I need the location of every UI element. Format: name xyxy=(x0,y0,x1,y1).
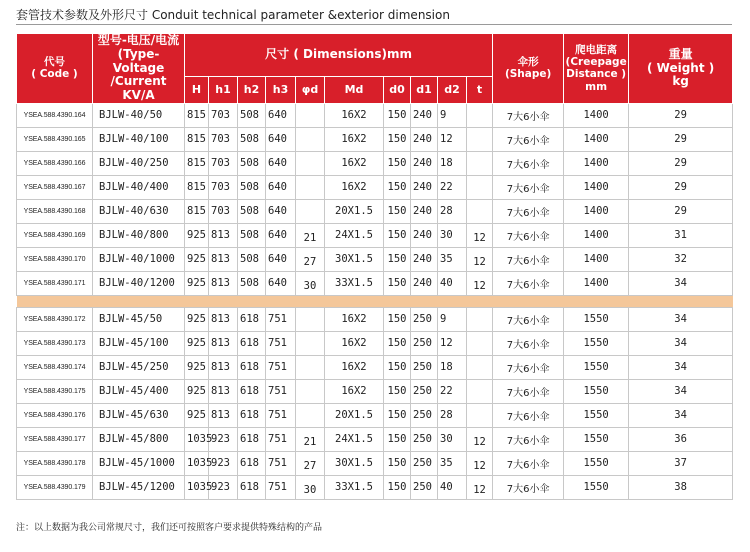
cell-code: YSEA.588.4390.169 xyxy=(17,223,93,247)
cell-t xyxy=(467,127,493,151)
header-h1: h1 xyxy=(209,77,238,104)
cell-t xyxy=(467,103,493,127)
cell-model: BJLW-40/800 xyxy=(93,223,185,247)
cell-h1: 813 xyxy=(209,403,238,427)
cell-model: BJLW-40/1000 xyxy=(93,247,185,271)
cell-creepage: 1550 xyxy=(564,355,629,379)
table-row xyxy=(17,355,733,379)
cell-d1: 240 xyxy=(411,175,438,199)
cell-h2: 618 xyxy=(238,427,266,451)
cell-code: YSEA.588.4390.165 xyxy=(17,127,93,151)
cell-md: 16X2 xyxy=(325,307,384,331)
cell-h3: 640 xyxy=(266,271,296,295)
cell-t: 12 xyxy=(467,475,493,499)
cell-d2: 30 xyxy=(438,427,467,451)
cell-t: 12 xyxy=(467,223,493,247)
cell-creepage: 1400 xyxy=(564,175,629,199)
cell-weight: 37 xyxy=(629,451,733,475)
cell-weight: 29 xyxy=(629,127,733,151)
header-d2: d2 xyxy=(438,77,467,104)
cell-code: YSEA.588.4390.164 xyxy=(17,103,93,127)
cell-h3: 751 xyxy=(266,331,296,355)
cell-code: YSEA.588.4390.172 xyxy=(17,307,93,331)
cell-shape: 7大6小伞 xyxy=(493,307,564,331)
cell-code: YSEA.588.4390.171 xyxy=(17,271,93,295)
cell-model: BJLW-40/400 xyxy=(93,175,185,199)
cell-model: BJLW-40/250 xyxy=(93,151,185,175)
cell-model: BJLW-45/50 xyxy=(93,307,185,331)
cell-d0: 150 xyxy=(384,271,411,295)
cell-d0: 150 xyxy=(384,175,411,199)
table-row xyxy=(17,379,733,403)
cell-d0: 150 xyxy=(384,427,411,451)
cell-h1: 703 xyxy=(209,127,238,151)
cell-d1: 250 xyxy=(411,307,438,331)
cell-creepage: 1400 xyxy=(564,103,629,127)
cell-md: 33X1.5 xyxy=(325,475,384,499)
cell-code: YSEA.588.4390.168 xyxy=(17,199,93,223)
cell-d2: 40 xyxy=(438,475,467,499)
cell-d2: 9 xyxy=(438,103,467,127)
cell-h2: 508 xyxy=(238,271,266,295)
cell-h2: 508 xyxy=(238,223,266,247)
table-row xyxy=(17,403,733,427)
cell-creepage: 1550 xyxy=(564,427,629,451)
cell-model: BJLW-40/100 xyxy=(93,127,185,151)
cell-md: 16X2 xyxy=(325,355,384,379)
cell-d2: 35 xyxy=(438,247,467,271)
cell-t: 12 xyxy=(467,427,493,451)
table-row xyxy=(17,103,733,127)
cell-md: 16X2 xyxy=(325,127,384,151)
cell-d0: 150 xyxy=(384,355,411,379)
cell-shape: 7大6小伞 xyxy=(493,175,564,199)
cell-phid xyxy=(296,127,325,151)
cell-md: 16X2 xyxy=(325,103,384,127)
cell-phid: 30 xyxy=(296,271,325,295)
cell-h: 1035 xyxy=(185,427,209,451)
cell-phid: 27 xyxy=(296,247,325,271)
cell-h2: 618 xyxy=(238,379,266,403)
cell-d1: 240 xyxy=(411,127,438,151)
cell-weight: 29 xyxy=(629,199,733,223)
header-h2: h2 xyxy=(238,77,266,104)
table-row xyxy=(17,271,733,295)
cell-d2: 30 xyxy=(438,223,467,247)
cell-h: 815 xyxy=(185,199,209,223)
cell-md: 24X1.5 xyxy=(325,223,384,247)
cell-h: 1035 xyxy=(185,451,209,475)
cell-d2: 18 xyxy=(438,151,467,175)
cell-shape: 7大6小伞 xyxy=(493,127,564,151)
cell-d1: 250 xyxy=(411,331,438,355)
cell-h3: 751 xyxy=(266,475,296,499)
table-row xyxy=(17,475,733,499)
cell-shape: 7大6小伞 xyxy=(493,475,564,499)
cell-weight: 29 xyxy=(629,151,733,175)
cell-h2: 508 xyxy=(238,247,266,271)
cell-code: YSEA.588.4390.178 xyxy=(17,451,93,475)
cell-d0: 150 xyxy=(384,331,411,355)
cell-md: 16X2 xyxy=(325,151,384,175)
cell-t xyxy=(467,151,493,175)
header-shape: 伞形 (Shape) xyxy=(493,34,564,104)
cell-h: 925 xyxy=(185,331,209,355)
cell-d1: 240 xyxy=(411,271,438,295)
cell-h2: 508 xyxy=(238,103,266,127)
cell-phid xyxy=(296,199,325,223)
cell-d0: 150 xyxy=(384,103,411,127)
cell-h: 925 xyxy=(185,403,209,427)
cell-model: BJLW-45/1000 xyxy=(93,451,185,475)
cell-weight: 32 xyxy=(629,247,733,271)
cell-shape: 7大6小伞 xyxy=(493,223,564,247)
cell-t xyxy=(467,379,493,403)
cell-d1: 250 xyxy=(411,379,438,403)
cell-code: YSEA.588.4390.174 xyxy=(17,355,93,379)
cell-h1: 813 xyxy=(209,379,238,403)
cell-model: BJLW-45/400 xyxy=(93,379,185,403)
cell-shape: 7大6小伞 xyxy=(493,379,564,403)
cell-h: 925 xyxy=(185,271,209,295)
cell-h: 925 xyxy=(185,223,209,247)
cell-h: 815 xyxy=(185,175,209,199)
cell-md: 16X2 xyxy=(325,331,384,355)
cell-h2: 508 xyxy=(238,151,266,175)
cell-md: 24X1.5 xyxy=(325,427,384,451)
cell-d2: 9 xyxy=(438,307,467,331)
header-t: t xyxy=(467,77,493,104)
cell-model: BJLW-40/50 xyxy=(93,103,185,127)
header-weight: 重量 ( Weight ) kg xyxy=(629,34,733,104)
cell-md: 33X1.5 xyxy=(325,271,384,295)
cell-d0: 150 xyxy=(384,151,411,175)
cell-h3: 640 xyxy=(266,199,296,223)
cell-md: 20X1.5 xyxy=(325,199,384,223)
cell-creepage: 1400 xyxy=(564,199,629,223)
table-row xyxy=(17,223,733,247)
table-row xyxy=(17,331,733,355)
cell-d2: 22 xyxy=(438,175,467,199)
table-row xyxy=(17,199,733,223)
cell-h3: 751 xyxy=(266,355,296,379)
cell-h2: 618 xyxy=(238,403,266,427)
cell-model: BJLW-40/630 xyxy=(93,199,185,223)
cell-d0: 150 xyxy=(384,223,411,247)
cell-shape: 7大6小伞 xyxy=(493,103,564,127)
header-d1: d1 xyxy=(411,77,438,104)
cell-weight: 29 xyxy=(629,103,733,127)
cell-weight: 34 xyxy=(629,355,733,379)
cell-d1: 240 xyxy=(411,199,438,223)
cell-t: 12 xyxy=(467,271,493,295)
cell-d0: 150 xyxy=(384,379,411,403)
cell-phid: 21 xyxy=(296,223,325,247)
cell-d1: 240 xyxy=(411,151,438,175)
cell-code: YSEA.588.4390.175 xyxy=(17,379,93,403)
cell-h: 815 xyxy=(185,127,209,151)
header-H: H xyxy=(185,77,209,104)
cell-h2: 508 xyxy=(238,199,266,223)
cell-d0: 150 xyxy=(384,247,411,271)
cell-weight: 34 xyxy=(629,307,733,331)
table-body xyxy=(17,103,733,499)
cell-code: YSEA.588.4390.177 xyxy=(17,427,93,451)
table-row xyxy=(17,151,733,175)
cell-h3: 751 xyxy=(266,307,296,331)
table-row xyxy=(17,307,733,331)
spec-table xyxy=(16,33,733,500)
cell-phid xyxy=(296,331,325,355)
cell-d0: 150 xyxy=(384,127,411,151)
cell-h: 925 xyxy=(185,379,209,403)
cell-phid xyxy=(296,403,325,427)
cell-creepage: 1400 xyxy=(564,271,629,295)
footnote: 注：以上数据为我公司常规尺寸，我们还可按照客户要求提供特殊结构的产品 xyxy=(16,523,323,533)
header-phid: φd xyxy=(296,77,325,104)
cell-shape: 7大6小伞 xyxy=(493,451,564,475)
cell-shape: 7大6小伞 xyxy=(493,151,564,175)
cell-t xyxy=(467,331,493,355)
separator-cell xyxy=(17,295,733,307)
header-Md: Md xyxy=(325,77,384,104)
cell-phid: 21 xyxy=(296,427,325,451)
cell-creepage: 1550 xyxy=(564,331,629,355)
cell-h1: 923 xyxy=(209,451,238,475)
cell-weight: 36 xyxy=(629,427,733,451)
cell-phid: 30 xyxy=(296,475,325,499)
cell-creepage: 1400 xyxy=(564,151,629,175)
cell-h1: 813 xyxy=(209,223,238,247)
cell-creepage: 1550 xyxy=(564,379,629,403)
cell-weight: 31 xyxy=(629,223,733,247)
cell-code: YSEA.588.4390.179 xyxy=(17,475,93,499)
cell-phid: 27 xyxy=(296,451,325,475)
cell-model: BJLW-45/800 xyxy=(93,427,185,451)
cell-shape: 7大6小伞 xyxy=(493,427,564,451)
cell-d1: 240 xyxy=(411,223,438,247)
header-h3: h3 xyxy=(266,77,296,104)
cell-shape: 7大6小伞 xyxy=(493,271,564,295)
cell-creepage: 1550 xyxy=(564,307,629,331)
table-row xyxy=(17,451,733,475)
cell-weight: 34 xyxy=(629,379,733,403)
cell-h2: 618 xyxy=(238,355,266,379)
cell-d2: 12 xyxy=(438,331,467,355)
cell-h1: 703 xyxy=(209,151,238,175)
cell-d1: 250 xyxy=(411,355,438,379)
header-dimensions: 尺寸 ( Dimensions)mm xyxy=(185,34,493,77)
cell-t xyxy=(467,307,493,331)
header-creepage: 爬电距离 (Creepage Distance ) mm xyxy=(564,34,629,104)
cell-h1: 813 xyxy=(209,247,238,271)
cell-h: 925 xyxy=(185,307,209,331)
cell-d0: 150 xyxy=(384,403,411,427)
cell-h3: 640 xyxy=(266,175,296,199)
cell-h1: 923 xyxy=(209,475,238,499)
cell-h: 925 xyxy=(185,247,209,271)
cell-d1: 250 xyxy=(411,403,438,427)
title-divider xyxy=(16,24,732,25)
cell-h2: 618 xyxy=(238,475,266,499)
cell-weight: 38 xyxy=(629,475,733,499)
cell-md: 16X2 xyxy=(325,379,384,403)
cell-d1: 250 xyxy=(411,451,438,475)
cell-h1: 813 xyxy=(209,331,238,355)
cell-md: 30X1.5 xyxy=(325,451,384,475)
cell-h: 815 xyxy=(185,103,209,127)
cell-code: YSEA.588.4390.167 xyxy=(17,175,93,199)
cell-d2: 18 xyxy=(438,355,467,379)
cell-phid xyxy=(296,307,325,331)
cell-shape: 7大6小伞 xyxy=(493,247,564,271)
table-row xyxy=(17,247,733,271)
group-separator xyxy=(17,295,733,307)
cell-code: YSEA.588.4390.173 xyxy=(17,331,93,355)
cell-d1: 250 xyxy=(411,475,438,499)
cell-model: BJLW-45/630 xyxy=(93,403,185,427)
cell-phid xyxy=(296,379,325,403)
table-row xyxy=(17,127,733,151)
cell-h1: 813 xyxy=(209,271,238,295)
cell-weight: 34 xyxy=(629,403,733,427)
cell-phid xyxy=(296,355,325,379)
table-row xyxy=(17,427,733,451)
cell-t xyxy=(467,355,493,379)
cell-shape: 7大6小伞 xyxy=(493,331,564,355)
cell-d2: 35 xyxy=(438,451,467,475)
cell-d2: 22 xyxy=(438,379,467,403)
cell-shape: 7大6小伞 xyxy=(493,199,564,223)
cell-model: BJLW-45/100 xyxy=(93,331,185,355)
cell-h3: 640 xyxy=(266,151,296,175)
page-title: 套管技术参数及外形尺寸 Conduit technical parameter &exterior dimension xyxy=(16,8,450,22)
cell-phid xyxy=(296,175,325,199)
cell-h1: 813 xyxy=(209,307,238,331)
cell-d0: 150 xyxy=(384,451,411,475)
cell-h2: 508 xyxy=(238,127,266,151)
cell-model: BJLW-40/1200 xyxy=(93,271,185,295)
cell-h2: 618 xyxy=(238,307,266,331)
cell-d0: 150 xyxy=(384,307,411,331)
cell-md: 20X1.5 xyxy=(325,403,384,427)
cell-h: 925 xyxy=(185,355,209,379)
header-type: 型号-电压/电流 (Type-Voltage /Current KV/A xyxy=(93,34,185,104)
cell-h3: 751 xyxy=(266,427,296,451)
cell-t xyxy=(467,403,493,427)
cell-model: BJLW-45/1200 xyxy=(93,475,185,499)
cell-d0: 150 xyxy=(384,199,411,223)
cell-weight: 34 xyxy=(629,331,733,355)
cell-t: 12 xyxy=(467,247,493,271)
table-row xyxy=(17,175,733,199)
cell-h3: 640 xyxy=(266,223,296,247)
cell-d2: 12 xyxy=(438,127,467,151)
cell-h: 1035 xyxy=(185,475,209,499)
cell-h1: 703 xyxy=(209,103,238,127)
cell-d2: 28 xyxy=(438,199,467,223)
cell-shape: 7大6小伞 xyxy=(493,355,564,379)
cell-d1: 250 xyxy=(411,427,438,451)
cell-h1: 703 xyxy=(209,175,238,199)
cell-h3: 751 xyxy=(266,403,296,427)
cell-h3: 751 xyxy=(266,451,296,475)
cell-creepage: 1400 xyxy=(564,223,629,247)
cell-weight: 34 xyxy=(629,271,733,295)
cell-d2: 40 xyxy=(438,271,467,295)
cell-h2: 618 xyxy=(238,331,266,355)
cell-h1: 923 xyxy=(209,427,238,451)
header-code: 代号 ( Code ) xyxy=(17,34,93,104)
cell-h: 815 xyxy=(185,151,209,175)
cell-h2: 618 xyxy=(238,451,266,475)
cell-code: YSEA.588.4390.176 xyxy=(17,403,93,427)
header-d0: d0 xyxy=(384,77,411,104)
cell-h3: 751 xyxy=(266,379,296,403)
cell-t xyxy=(467,199,493,223)
cell-h1: 703 xyxy=(209,199,238,223)
cell-d1: 240 xyxy=(411,247,438,271)
cell-creepage: 1550 xyxy=(564,475,629,499)
cell-d0: 150 xyxy=(384,475,411,499)
cell-d1: 240 xyxy=(411,103,438,127)
cell-h3: 640 xyxy=(266,247,296,271)
cell-h1: 813 xyxy=(209,355,238,379)
cell-weight: 29 xyxy=(629,175,733,199)
cell-creepage: 1550 xyxy=(564,403,629,427)
cell-creepage: 1400 xyxy=(564,127,629,151)
cell-code: YSEA.588.4390.166 xyxy=(17,151,93,175)
cell-creepage: 1400 xyxy=(564,247,629,271)
cell-d2: 28 xyxy=(438,403,467,427)
cell-phid xyxy=(296,103,325,127)
cell-md: 30X1.5 xyxy=(325,247,384,271)
cell-shape: 7大6小伞 xyxy=(493,403,564,427)
cell-code: YSEA.588.4390.170 xyxy=(17,247,93,271)
cell-creepage: 1550 xyxy=(564,451,629,475)
cell-md: 16X2 xyxy=(325,175,384,199)
cell-h2: 508 xyxy=(238,175,266,199)
cell-h3: 640 xyxy=(266,103,296,127)
cell-t: 12 xyxy=(467,451,493,475)
cell-phid xyxy=(296,151,325,175)
cell-h3: 640 xyxy=(266,127,296,151)
cell-model: BJLW-45/250 xyxy=(93,355,185,379)
cell-t xyxy=(467,175,493,199)
